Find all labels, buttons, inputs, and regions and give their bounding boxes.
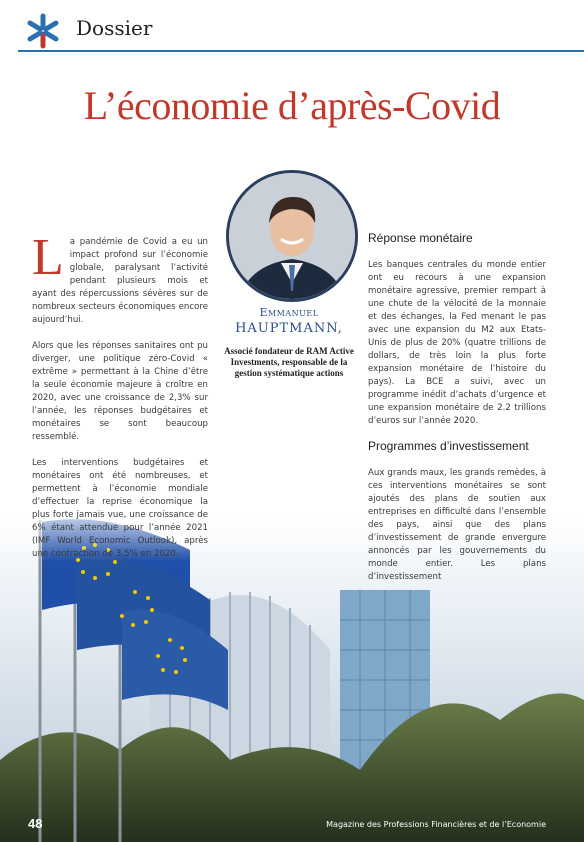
portrait-image xyxy=(229,173,355,299)
page-header xyxy=(0,0,584,58)
intro-paragraph-1-text: a pandémie de Covid a eu un impact profond sur l’économie globale, paralysant l’activité pendant plusieurs mois et ayant des répercussions sévères sur de nombreux secteurs économiques encore aujourd’hui. xyxy=(32,237,208,325)
author-portrait xyxy=(226,170,358,302)
article-title: L’économie d’après-Covid xyxy=(83,83,501,128)
intro-paragraph-1 xyxy=(32,229,208,327)
magazine-logo-icon xyxy=(24,12,62,50)
monetary-paragraph: Les banques centrales du monde entier ont eu recours à une expansion monétaire agressive, premier rempart à une chute de la vélocité de la monnaie et des échanges, la Fed menant le pas avec une expansion du M2 aux Etats-Unis de plus de 20% (quatre trillions de dollars, de très loin la plus forte expansion monétaire de l’histoire du pays). La BCE a suivi, avec un programme inédit d’achats d’urgence et une expansion monétaire de 2.2 trillions d’euros sur l’année 2020. xyxy=(368,260,546,426)
intro-column xyxy=(32,229,208,574)
page-number: 48 xyxy=(28,816,43,831)
drop-cap: L xyxy=(32,229,64,286)
section-heading-monetary: Réponse monétaire xyxy=(368,231,473,245)
intro-paragraph-3: Les interventions budgétaires et monétaires ont été nombreuses, et permettent à l’économie mondiale d’effectuer la reprise économique la plus forte jamais vue, une croissance de 6% étant attendue pour l’année 2021 (IMF World Economic Outlook), après une contraction de 3,5% en 2020. xyxy=(32,458,208,559)
right-column xyxy=(368,232,546,596)
section-heading-investment: Programmes d’investissement xyxy=(368,439,529,453)
investment-paragraph: Aux grands maux, les grands remèdes, à ces interventions monétaires se sont ajoutés des plans de soutien aux entreprises en difficulté dans l’ensemble des pays, ainsi que des plans d’investissement de grande envergure annoncés par les gouvernements du monde entier. Les plans d’investissement xyxy=(368,468,546,582)
author-first-name: Emmanuel xyxy=(259,306,319,319)
header-divider xyxy=(18,50,584,52)
author-last-name: HAUPTMANN, xyxy=(235,321,343,336)
intro-paragraph-2: Alors que les réponses sanitaires ont pu diverger, une politique zéro-Covid « extrême » permettant à la Chine d’être la seule économie majeure à croître en 2020, avec une croissance de 2,3% sur l’année, les réponses budgétaires et monétaires se sont beaucoup ressemblé. xyxy=(32,341,208,442)
author-block xyxy=(220,306,358,379)
magazine-name: Magazine des Professions Financières et de l’Economie xyxy=(326,820,546,829)
author-role: Associé fondateur de RAM Active Investments, responsable de la gestion systématique actions xyxy=(224,346,354,378)
section-label: Dossier xyxy=(76,16,153,40)
